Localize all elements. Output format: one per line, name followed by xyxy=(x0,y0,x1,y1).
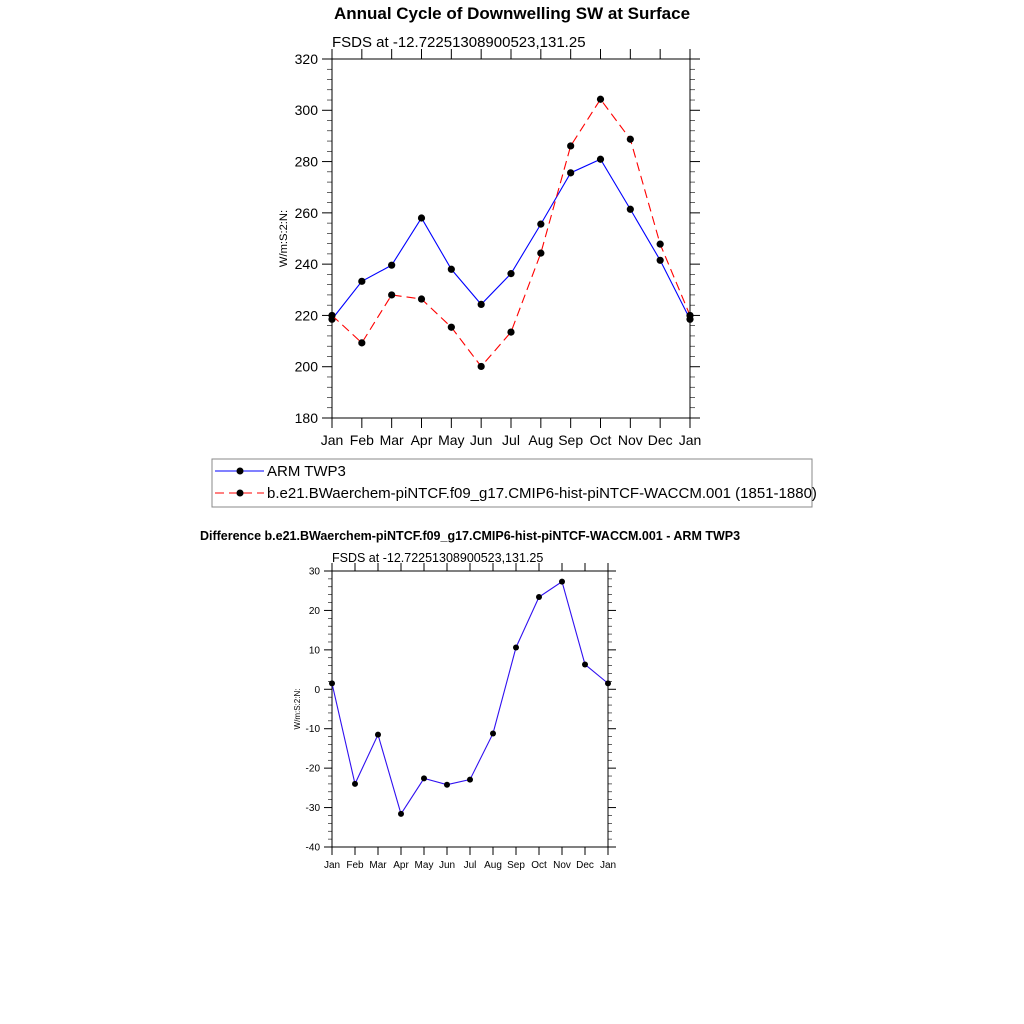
data-point xyxy=(418,214,425,221)
y-tick-label: 240 xyxy=(294,256,318,273)
x-tick-label: Oct xyxy=(589,432,612,448)
x-tick-label: Jul xyxy=(502,432,520,448)
data-point xyxy=(421,775,427,781)
data-point xyxy=(686,312,693,319)
data-point xyxy=(657,241,664,248)
data-point xyxy=(513,644,519,650)
series-line xyxy=(332,99,690,366)
y-tick-label: 10 xyxy=(308,645,320,657)
y-tick-label: 220 xyxy=(294,307,318,324)
data-point xyxy=(328,312,335,319)
x-tick-label: Mar xyxy=(379,432,404,448)
y-tick-label: -30 xyxy=(305,803,320,815)
data-point xyxy=(388,262,395,269)
diff-chart-subtitle: FSDS at -12.72251308900523,131.25 xyxy=(332,551,544,565)
x-tick-label: Dec xyxy=(576,860,594,871)
data-point xyxy=(536,594,542,600)
data-point xyxy=(627,206,634,213)
data-point xyxy=(352,781,358,787)
x-tick-label: Mar xyxy=(369,860,387,871)
data-point xyxy=(537,250,544,257)
diff-chart xyxy=(293,563,616,871)
data-point xyxy=(478,301,485,308)
data-point xyxy=(567,169,574,176)
x-tick-label: May xyxy=(438,432,465,448)
y-tick-label: 280 xyxy=(294,153,318,170)
y-tick-label: 20 xyxy=(308,605,320,617)
x-tick-label: Feb xyxy=(346,860,364,871)
y-tick-label: -20 xyxy=(305,763,320,775)
data-point xyxy=(490,730,496,736)
x-tick-label: Sep xyxy=(507,860,525,871)
x-tick-label: Sep xyxy=(558,432,584,448)
data-point xyxy=(358,339,365,346)
x-tick-label: Nov xyxy=(617,432,643,448)
x-tick-label: Apr xyxy=(410,432,433,448)
data-point xyxy=(559,579,565,585)
plot-frame xyxy=(332,59,690,418)
data-point xyxy=(375,732,381,738)
x-tick-label: Apr xyxy=(393,860,409,871)
data-point xyxy=(467,777,473,783)
data-point xyxy=(329,680,335,686)
x-tick-label: Jan xyxy=(599,860,617,871)
chart-title: Annual Cycle of Downwelling SW at Surface xyxy=(333,4,691,23)
chart-subtitle: FSDS at -12.72251308900523,131.25 xyxy=(332,34,586,51)
data-point xyxy=(627,136,634,143)
y-tick-label: 260 xyxy=(294,204,318,221)
data-point xyxy=(567,142,574,149)
y-tick-label: 30 xyxy=(308,566,320,578)
x-tick-label: Jun xyxy=(469,432,493,448)
data-point xyxy=(444,782,450,788)
data-point xyxy=(448,324,455,331)
x-tick-label: Jan xyxy=(320,432,344,448)
x-tick-label: Oct xyxy=(531,860,547,871)
x-tick-label: Aug xyxy=(528,432,554,448)
data-point xyxy=(398,811,404,817)
y-tick-label: -10 xyxy=(305,724,320,736)
data-point xyxy=(507,328,514,335)
y-tick-label: -40 xyxy=(305,842,320,854)
data-point xyxy=(507,270,514,277)
x-tick-label: Jul xyxy=(463,860,477,871)
legend-marker-model xyxy=(237,490,244,497)
y-tick-label: 0 xyxy=(314,684,320,696)
legend-marker-arm xyxy=(237,468,244,475)
legend xyxy=(212,459,817,507)
y-tick-label: 200 xyxy=(294,358,318,375)
top-chart xyxy=(278,49,701,448)
data-point xyxy=(605,680,611,686)
diff-chart-title: Difference b.e21.BWaerchem-piNTCF.f09_g17.CMIP6-hist-piNTCF-WACCM.001 - ARM TWP3 xyxy=(199,529,741,543)
data-point xyxy=(537,221,544,228)
data-point xyxy=(597,156,604,163)
x-tick-label: Jan xyxy=(323,860,341,871)
data-point xyxy=(388,291,395,298)
x-tick-label: Dec xyxy=(647,432,673,448)
x-tick-label: Jun xyxy=(438,860,456,871)
data-point xyxy=(597,96,604,103)
y-axis-label: W/m:S:2:N: xyxy=(293,688,302,730)
y-tick-label: 320 xyxy=(294,50,318,67)
legend-label-model: b.e21.BWaerchem-piNTCF.f09_g17.CMIP6-hist-piNTCF-WACCM.001 (1851-1880) xyxy=(267,485,817,502)
data-point xyxy=(478,363,485,370)
y-tick-label: 300 xyxy=(294,102,318,119)
data-point xyxy=(448,266,455,273)
x-tick-label: Jan xyxy=(678,432,702,448)
x-tick-label: Aug xyxy=(484,860,502,871)
series-line xyxy=(332,159,690,319)
data-point xyxy=(582,661,588,667)
plot-frame xyxy=(332,571,608,847)
x-tick-label: Nov xyxy=(553,860,571,871)
y-tick-label: 180 xyxy=(294,409,318,426)
x-tick-label: Feb xyxy=(349,432,374,448)
y-axis-label: W/m:S:2:N: xyxy=(278,209,291,268)
data-point xyxy=(358,278,365,285)
data-point xyxy=(657,257,664,264)
x-tick-label: May xyxy=(414,860,434,871)
legend-label-arm: ARM TWP3 xyxy=(267,463,346,480)
data-point xyxy=(418,295,425,302)
